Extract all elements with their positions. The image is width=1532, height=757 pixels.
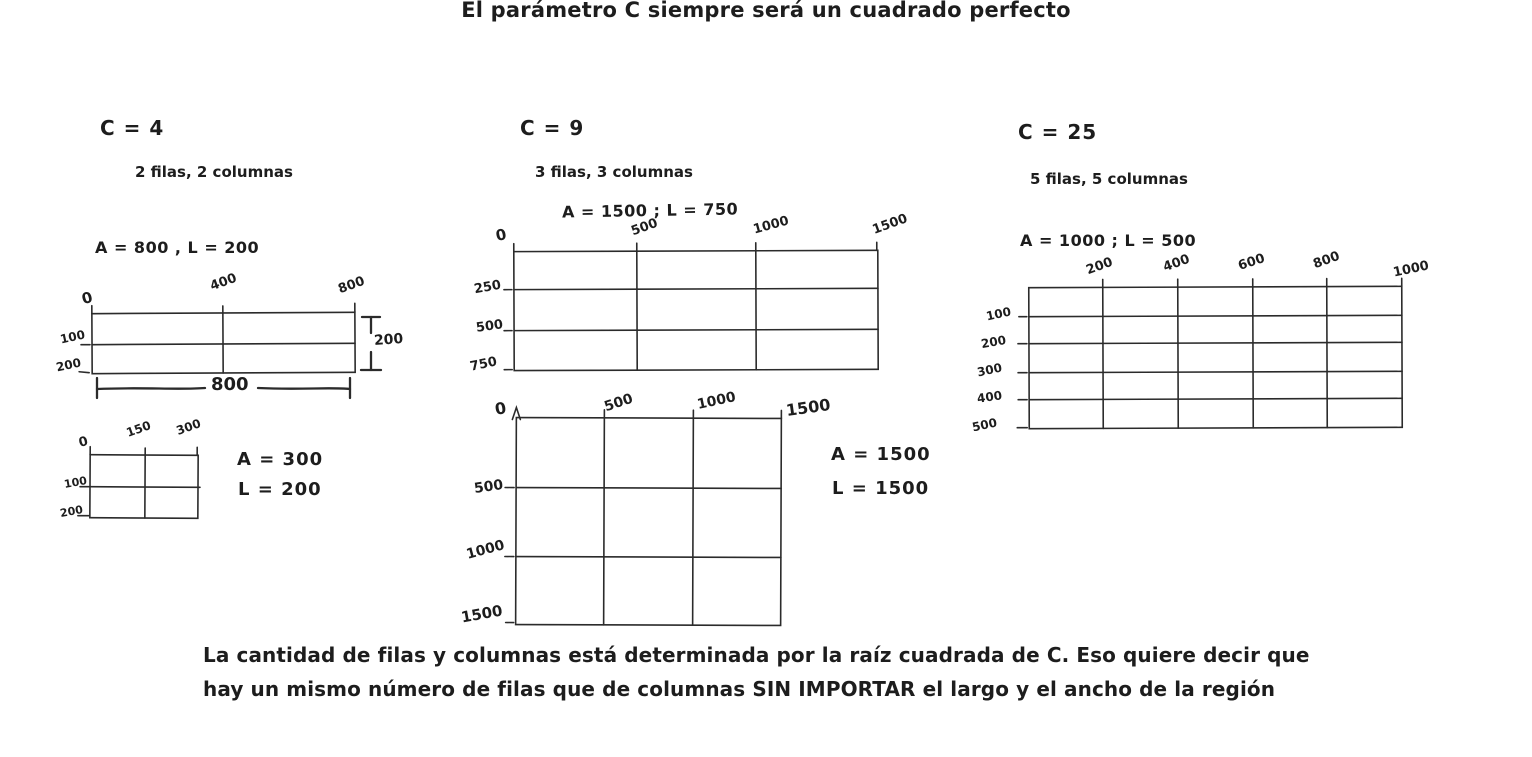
- axis-tick-label: 0: [79, 287, 95, 309]
- section-c4-subheading: 2 filas, 2 columnas: [135, 163, 293, 181]
- axis-tick-label: 200: [54, 355, 83, 375]
- section-c4-heading: C = 4: [100, 116, 165, 140]
- axis-tick-label: 1000: [464, 537, 507, 563]
- c9-grid1-lines: [504, 242, 878, 370]
- axis-tick-label: 100: [63, 474, 88, 491]
- axis-tick-label: 1500: [870, 211, 910, 238]
- c9-grid2-lines: [505, 408, 782, 626]
- axis-tick-label: 400: [1161, 251, 1192, 276]
- axis-tick-label: 500: [970, 415, 999, 435]
- axis-tick-label: 300: [174, 416, 203, 438]
- axis-tick-label: 100: [984, 304, 1013, 324]
- axis-tick-label: 1000: [695, 389, 738, 413]
- page-title: El parámetro C siempre será un cuadrado perfecto: [461, 0, 1071, 22]
- c4-grid2-length-label: L = 200: [238, 479, 322, 500]
- axis-tick-label: 800: [336, 273, 367, 298]
- axis-tick-label: 300: [975, 360, 1004, 380]
- section-c9-params: A = 1500 ; L = 750: [561, 199, 739, 222]
- axis-tick-label: 500: [602, 390, 635, 416]
- c4-grid2-area-label: A = 300: [237, 449, 324, 470]
- c25-grid-lines: [1017, 278, 1403, 428]
- section-c25-heading: C = 25: [1018, 120, 1098, 144]
- axis-tick-label: 500: [475, 317, 505, 336]
- axis-tick-label: 500: [473, 477, 505, 497]
- height-bracket-label: 200: [373, 330, 404, 350]
- axis-tick-label: 0: [494, 225, 509, 245]
- axis-tick-label: 1500: [459, 601, 504, 627]
- c4-grid2-lines: [78, 447, 200, 519]
- axis-tick-label: 200: [979, 332, 1008, 352]
- axis-tick-label: 1000: [1391, 258, 1431, 281]
- axis-tick-label: 200: [59, 503, 84, 520]
- c4-grid1-lines: [79, 303, 355, 373]
- section-c4-params: A = 800 , L = 200: [95, 238, 260, 257]
- axis-tick-label: 0: [493, 398, 508, 419]
- footer-note-line2: hay un mismo número de filas que de columnas SIN IMPORTAR el largo y el ancho de la región: [203, 677, 1276, 701]
- axis-tick-label: 600: [1236, 251, 1267, 274]
- axis-tick-label: 0: [77, 434, 90, 451]
- axis-tick-label: 400: [976, 388, 1003, 406]
- axis-tick-label: 1000: [751, 213, 791, 238]
- section-c25-params: A = 1000 ; L = 500: [1020, 231, 1197, 250]
- footer-note-line1: La cantidad de filas y columnas está determinada por la raíz cuadrada de C. Eso quiere decir que: [203, 643, 1310, 667]
- section-c25-subheading: 5 filas, 5 columnas: [1030, 170, 1188, 188]
- axis-tick-label: 500: [629, 215, 660, 240]
- width-bracket-label: 800: [211, 374, 249, 395]
- axis-tick-label: 750: [468, 354, 499, 375]
- axis-tick-label: 1500: [784, 394, 832, 421]
- axis-tick-label: 800: [1311, 248, 1342, 273]
- axis-tick-label: 150: [124, 418, 153, 440]
- axis-tick-label: 200: [1084, 254, 1115, 279]
- axis-tick-label: 400: [208, 270, 239, 295]
- c9-grid2-area-label: A = 1500: [831, 444, 931, 465]
- axis-tick-label: 100: [58, 327, 87, 347]
- section-c9-heading: C = 9: [520, 116, 585, 140]
- c9-grid2-length-label: L = 1500: [832, 478, 930, 499]
- section-c9-subheading: 3 filas, 3 columnas: [535, 163, 693, 181]
- axis-tick-label: 250: [472, 277, 503, 298]
